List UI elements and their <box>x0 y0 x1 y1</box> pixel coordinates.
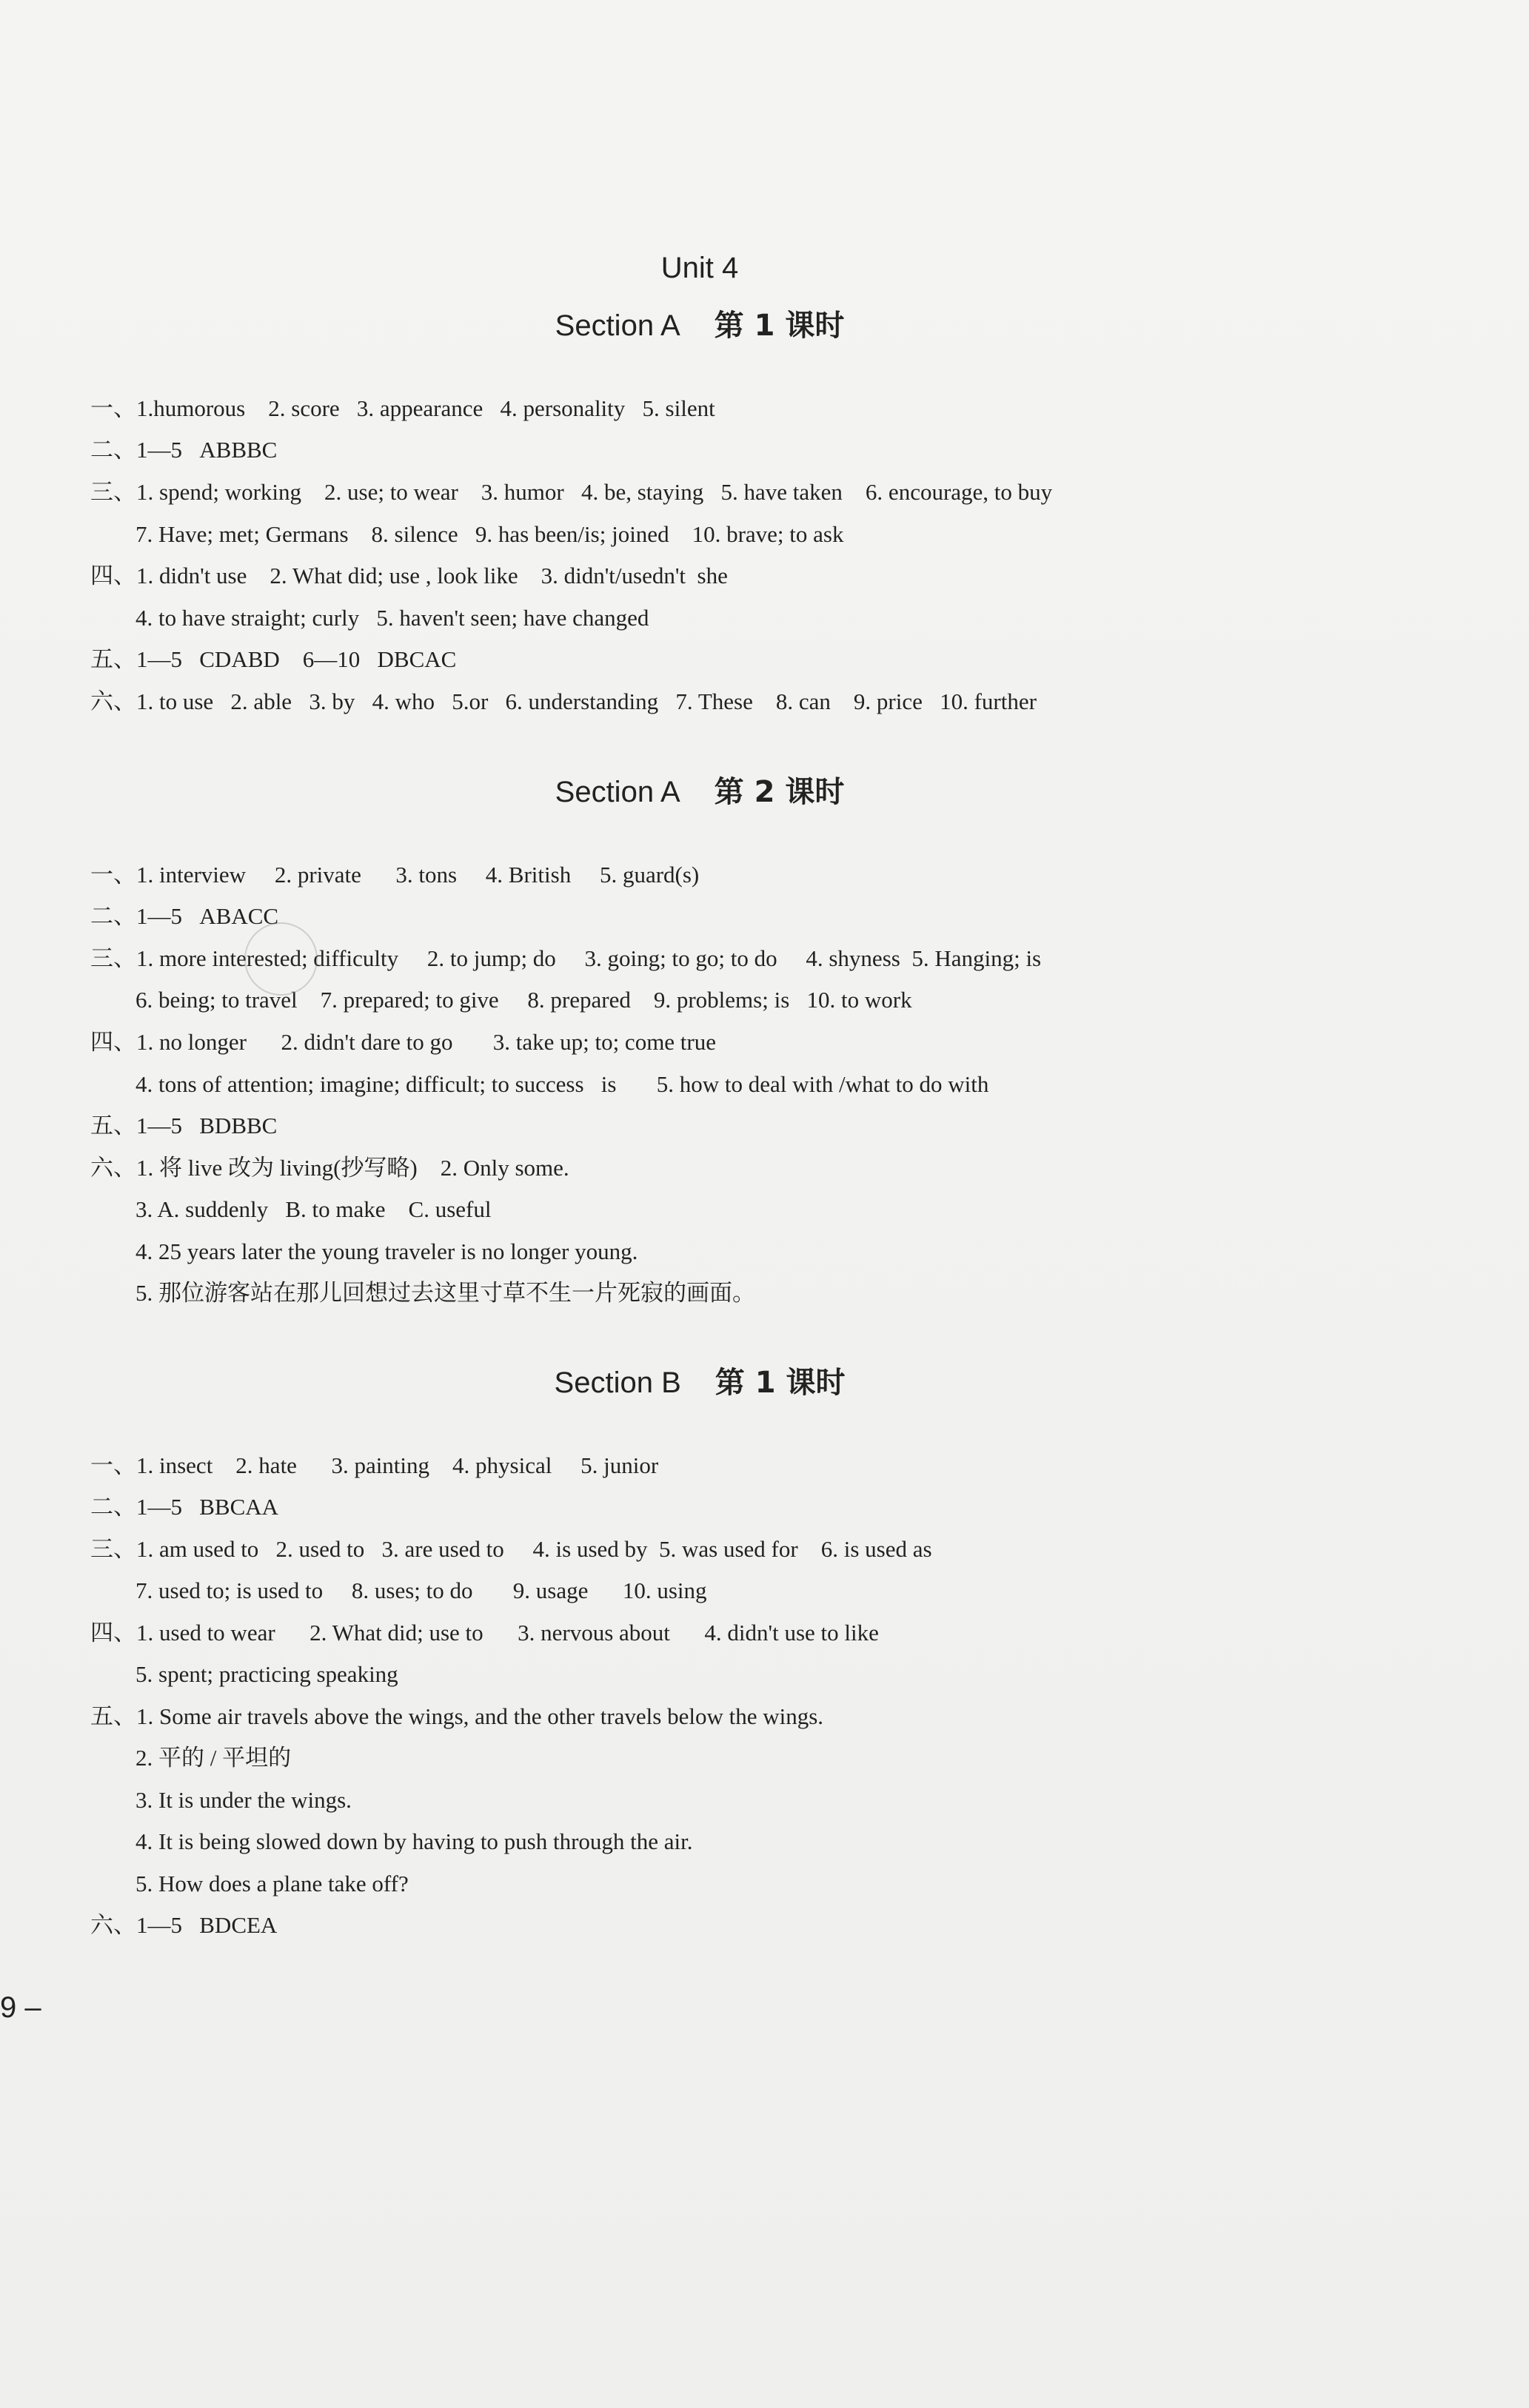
page-number: 9 – <box>0 1991 41 2024</box>
answer-line: 5. spent; practicing speaking <box>135 1661 398 1687</box>
section-name: Section A <box>555 776 680 808</box>
answer-line: 三、1. spend; working 2. use; to wear 3. humor 4. be, staying 5. have taken 6. encourage, to buy <box>90 479 1053 505</box>
section-name: Section A <box>555 309 680 342</box>
faint-stamp-mark <box>244 922 318 996</box>
answer-line: 一、1. interview 2. private 3. tons 4. British 5. guard(s) <box>90 862 700 888</box>
answer-line: 7. Have; met; Germans 8. silence 9. has been/is; joined 10. brave; to ask <box>135 521 844 547</box>
answer-line: 五、1—5 BDBBC <box>90 1113 278 1138</box>
lesson-name: 第 1 课时 <box>715 1366 846 1400</box>
answer-line: 4. 25 years later the young traveler is no longer young. <box>135 1238 638 1264</box>
section-heading <box>0 768 1399 811</box>
answer-line: 三、1. more interested; difficulty 2. to jump; do 3. going; to go; to do 4. shyness 5. Hanging; is <box>90 945 1042 971</box>
answer-line: 一、1.humorous 2. score 3. appearance 4. personality 5. silent <box>90 395 715 421</box>
answer-line: 六、1. 将 live 改为 living(抄写略) 2. Only some. <box>90 1155 569 1181</box>
answer-line: 四、1. used to wear 2. What did; use to 3. nervous about 4. didn't use to like <box>90 1620 879 1646</box>
answer-line: 六、1. to use 2. able 3. by 4. who 5.or 6. understanding 7. These 8. can 9. price 10. further <box>90 688 1037 714</box>
answer-line: 一、1. insect 2. hate 3. painting 4. physical 5. junior <box>90 1452 659 1478</box>
answer-line: 7. used to; is used to 8. uses; to do 9. usage 10. using <box>135 1577 707 1603</box>
answer-line: 4. It is being slowed down by having to push through the air. <box>135 1828 693 1854</box>
answer-line: 2. 平的 / 平坦的 <box>135 1745 292 1771</box>
section-heading <box>0 1359 1399 1401</box>
answer-line: 五、1. Some air travels above the wings, and the other travels below the wings. <box>90 1703 824 1729</box>
answer-line: 四、1. no longer 2. didn't dare to go 3. take up; to; come true <box>90 1029 717 1055</box>
answer-line: 4. to have straight; curly 5. haven't seen; have changed <box>135 605 649 631</box>
answer-line: 3. A. suddenly B. to make C. useful <box>135 1196 492 1222</box>
answer-line: 三、1. am used to 2. used to 3. are used to 4. is used by 5. was used for 6. is used as <box>90 1536 932 1562</box>
answer-line: 六、1—5 BDCEA <box>90 1912 278 1938</box>
section-name: Section B <box>554 1366 681 1399</box>
answer-line: 3. It is under the wings. <box>135 1787 352 1813</box>
answer-line: 4. tons of attention; imagine; difficult; to success is 5. how to deal with /what to do with <box>135 1071 989 1097</box>
section-heading <box>0 302 1399 344</box>
unit-title: Unit 4 <box>660 252 739 284</box>
answer-line: 5. 那位游客站在那儿回想过去这里寸草不生一片死寂的画面。 <box>135 1280 755 1306</box>
lesson-name: 第 1 课时 <box>714 309 845 343</box>
answer-line: 二、1—5 ABACC <box>90 903 279 929</box>
lesson-name: 第 2 课时 <box>714 775 845 809</box>
answer-line: 四、1. didn't use 2. What did; use , look like 3. didn't/usedn't she <box>90 563 728 588</box>
answer-line: 5. How does a plane take off? <box>135 1871 409 1896</box>
answer-line: 五、1—5 CDABD 6—10 DBCAC <box>90 646 457 672</box>
answer-line: 二、1—5 ABBBC <box>90 437 278 463</box>
answer-line: 二、1—5 BBCAA <box>90 1494 279 1520</box>
answer-line: 6. being; to travel 7. prepared; to give 8. prepared 9. problems; is 10. to work <box>135 987 912 1013</box>
